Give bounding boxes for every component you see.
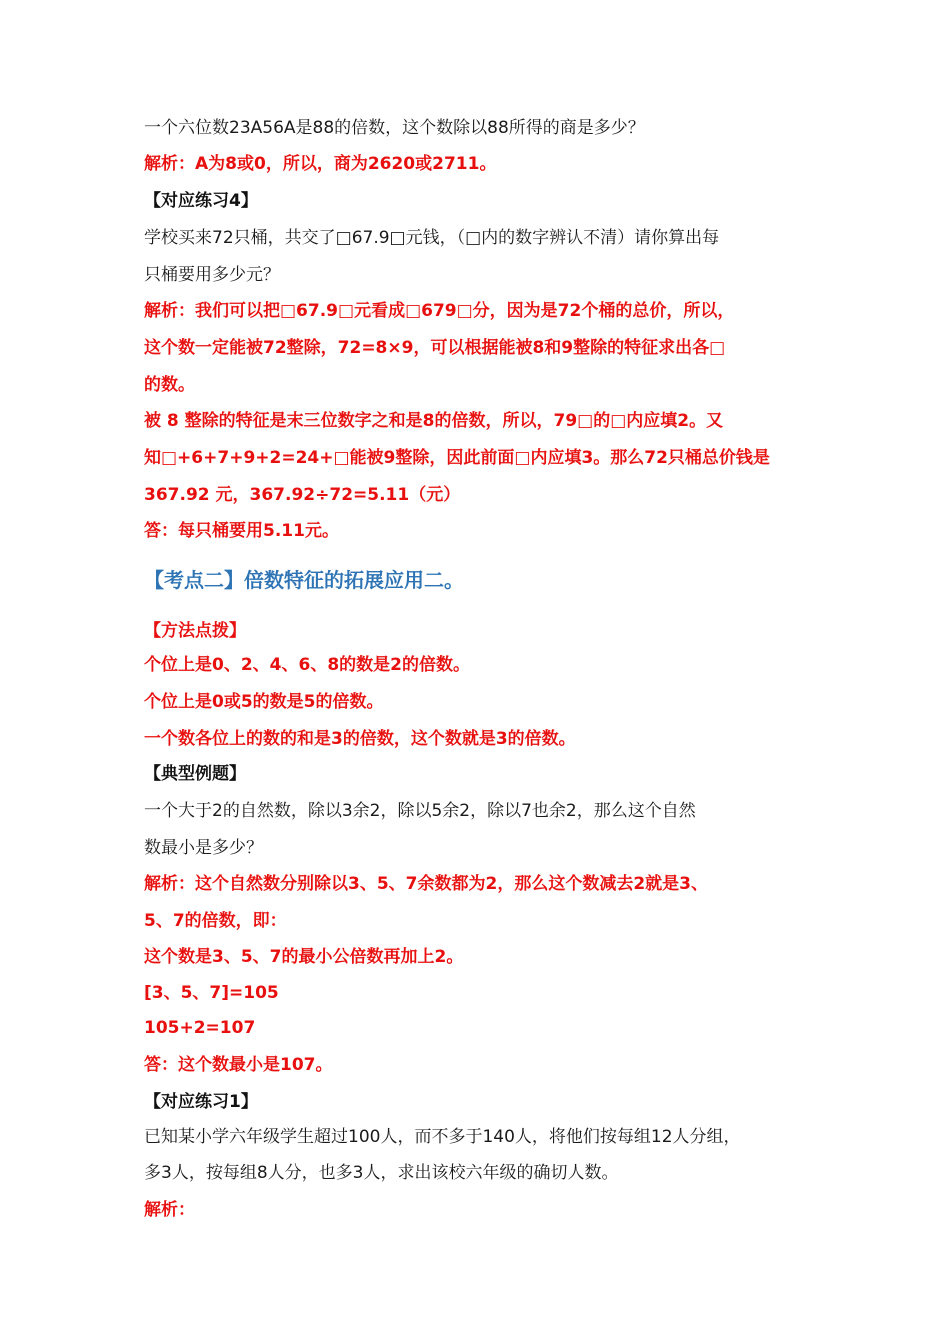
solution-text: 的数。 (144, 375, 195, 395)
section-label-practice-1: 【对应练习1】 (144, 1092, 258, 1112)
section-label-method: 【方法点拨】 (144, 621, 246, 641)
problem-text: 学校买来72只桶，共交了□67.9□元钱，（□内的数字辨认不清）请你算出每 (144, 228, 720, 248)
solution-text: 解析：A为8或0，所以，商为2620或2711。 (144, 154, 497, 174)
answer-text: 答：这个数最小是107。 (144, 1055, 333, 1075)
problem-text: 只桶要用多少元？ (144, 265, 280, 285)
solution-text: [3、5、7]=105 (144, 983, 279, 1003)
topic-heading: 【考点二】倍数特征的拓展应用二。 (144, 568, 464, 592)
solution-text: 解析：这个自然数分别除以3、5、7余数都为2，那么这个数减去2就是3、 (144, 874, 708, 894)
method-rule: 一个数各位上的数的和是3的倍数，这个数就是3的倍数。 (144, 729, 576, 749)
problem-text: 一个大于2的自然数，除以3余2，除以5余2，除以7也余2，那么这个自然 (144, 801, 696, 821)
problem-text: 一个六位数23A56A是88的倍数，这个数除以88所得的商是多少？ (144, 118, 645, 138)
solution-label: 解析： (144, 1200, 195, 1220)
solution-text: 这个数一定能被72整除，72=8×9，可以根据能被8和9整除的特征求出各□ (144, 338, 726, 358)
method-rule: 个位上是0或5的数是5的倍数。 (144, 692, 384, 712)
problem-text: 已知某小学六年级学生超过100人，而不多于140人，将他们按每组12人分组， (144, 1127, 741, 1147)
solution-text: 5、7的倍数，即： (144, 911, 287, 931)
solution-text: 解析：我们可以把□67.9□元看成□679□分，因为是72个桶的总价，所以， (144, 301, 735, 321)
problem-text: 数最小是多少？ (144, 838, 263, 858)
section-label-practice-4: 【对应练习4】 (144, 191, 258, 211)
section-label-example: 【典型例题】 (144, 764, 246, 784)
method-rule: 个位上是0、2、4、6、8的数是2的倍数。 (144, 655, 470, 675)
answer-text: 答：每只桶要用5.11元。 (144, 521, 339, 541)
solution-text: 105+2=107 (144, 1018, 256, 1038)
problem-text: 多3人，按每组8人分，也多3人，求出该校六年级的确切人数。 (144, 1163, 619, 1183)
solution-text: 被 8 整除的特征是末三位数字之和是8的倍数，所以，79□的□内应填2。又 (144, 411, 724, 431)
solution-text: 367.92 元，367.92÷72=5.11（元） (144, 485, 461, 505)
solution-text: 知□+6+7+9+2=24+□能被9整除，因此前面□内应填3。那么72只桶总价钱是 (144, 448, 770, 468)
solution-text: 这个数是3、5、7的最小公倍数再加上2。 (144, 947, 464, 967)
